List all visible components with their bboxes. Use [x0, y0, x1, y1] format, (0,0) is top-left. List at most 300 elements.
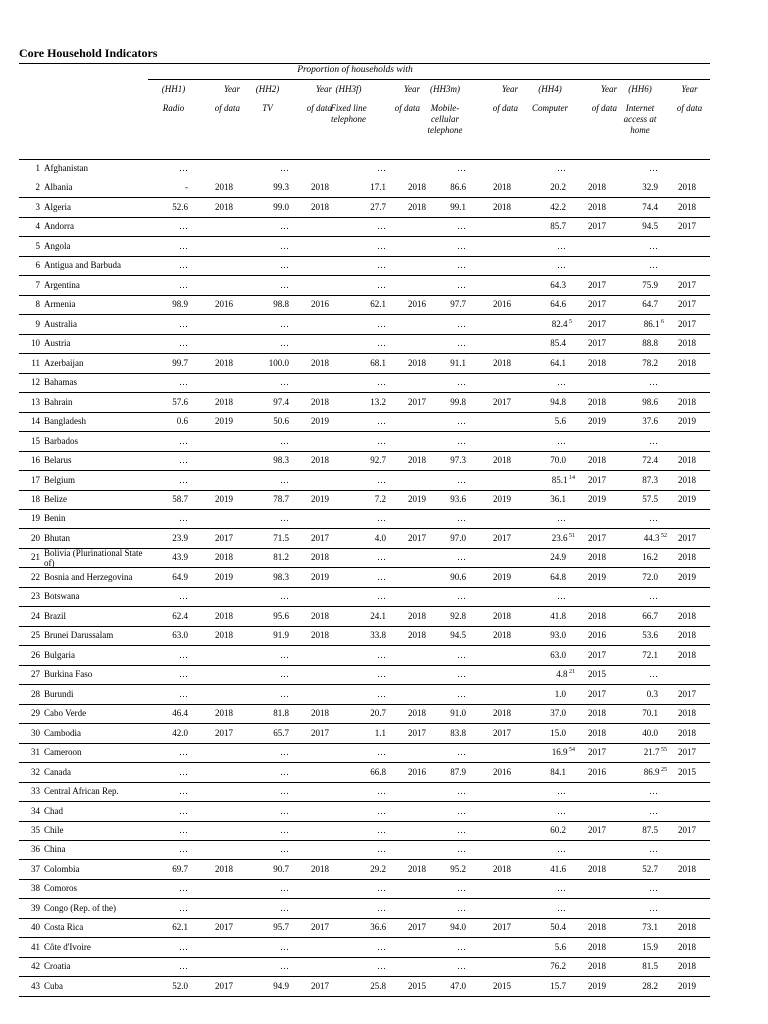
row-number: 8	[35, 299, 40, 310]
table-row	[19, 472, 710, 491]
table-row	[19, 530, 710, 549]
table-row	[19, 783, 710, 802]
cell-value: 90.7	[273, 863, 289, 874]
cell-value: 2017	[588, 688, 606, 699]
cell-value: 4.8 $^{21}$	[556, 669, 575, 680]
cell-value: 2017	[311, 922, 329, 933]
cell-value: …	[457, 941, 466, 952]
cell-value: …	[179, 766, 188, 777]
cell-value: …	[377, 961, 386, 972]
cell-value: 2017	[588, 338, 606, 349]
cell-value: 2018	[311, 396, 329, 407]
table-row	[19, 433, 710, 452]
cell-value: 0.6	[176, 416, 188, 427]
country-name: Congo (Rep. of the)	[44, 902, 116, 913]
cell-value: 24.9	[550, 552, 566, 563]
cell-value: …	[377, 649, 386, 660]
cell-value: 94.8	[550, 396, 566, 407]
cell-value: 63.0	[550, 649, 566, 660]
row-number: 11	[31, 357, 40, 368]
cell-value: …	[280, 883, 289, 894]
cell-value: 62.1	[370, 299, 386, 310]
table-row	[19, 218, 710, 237]
cell-value: 97.4	[273, 396, 289, 407]
table-row	[19, 666, 710, 685]
cell-value: …	[649, 902, 658, 913]
cell-value: 2018	[588, 941, 606, 952]
cell-value: …	[557, 902, 566, 913]
cell-value: 5.6	[554, 941, 566, 952]
cell-value: …	[179, 318, 188, 329]
cell-value: …	[557, 435, 566, 446]
cell-value: …	[280, 240, 289, 251]
cell-value: …	[457, 805, 466, 816]
cell-value: 2017	[678, 532, 696, 543]
row-number: 3	[35, 201, 40, 212]
cell-value: 52.6	[172, 201, 188, 212]
column-code: (HH3f)	[335, 84, 362, 94]
cell-value: 2017	[588, 318, 606, 329]
cell-value: 42.0	[172, 727, 188, 738]
cell-value: 64.7	[642, 299, 658, 310]
cell-value: …	[649, 513, 658, 524]
cell-value: 84.1	[550, 766, 566, 777]
cell-value: 70.0	[550, 455, 566, 466]
cell-value: 1.0	[554, 688, 566, 699]
country-name: Brunei Darussalam	[44, 630, 114, 641]
cell-value: 2018	[215, 396, 233, 407]
table-row	[19, 491, 710, 510]
cell-value: 2017	[215, 980, 233, 991]
table-row	[19, 549, 710, 568]
cell-value: 81.8	[273, 708, 289, 719]
table-row	[19, 160, 710, 178]
table-row	[19, 803, 710, 822]
row-number: 41	[31, 941, 40, 952]
cell-value: …	[377, 688, 386, 699]
cell-value: 98.3	[273, 455, 289, 466]
country-name: Azerbaijan	[44, 357, 84, 368]
cell-value: 99.1	[450, 201, 466, 212]
cell-value: 2018	[588, 922, 606, 933]
cell-value: 2018	[215, 182, 233, 193]
cell-value: …	[457, 338, 466, 349]
cell-value: 91.9	[273, 630, 289, 641]
cell-value: 86.9 $^{25}$	[643, 766, 667, 777]
cell-value: …	[179, 688, 188, 699]
table-row	[19, 686, 710, 705]
cell-value: 69.7	[172, 863, 188, 874]
cell-value: …	[280, 435, 289, 446]
cell-value: 23.6 $^{51}$	[551, 532, 575, 543]
column-label: TV	[262, 103, 273, 113]
cell-value: 2017	[588, 474, 606, 485]
cell-value: 85.7	[550, 221, 566, 232]
cell-value: 2019	[678, 571, 696, 582]
cell-value: …	[179, 883, 188, 894]
cell-value: …	[557, 377, 566, 388]
country-name: Afghanistan	[44, 163, 88, 173]
cell-value: 2018	[678, 396, 696, 407]
country-name: Antigua and Barbuda	[44, 260, 121, 271]
row-number: 15	[31, 435, 40, 446]
cell-value: 2018	[408, 708, 426, 719]
cell-value: …	[280, 786, 289, 797]
cell-value: 57.5	[642, 493, 658, 504]
table-row	[19, 335, 710, 354]
cell-value: 64.9	[172, 571, 188, 582]
cell-value: 2018	[678, 338, 696, 349]
cell-value: 2017	[588, 532, 606, 543]
cell-value: 94.0	[450, 922, 466, 933]
cell-value: 20.7	[370, 708, 386, 719]
cell-value: 2018	[678, 357, 696, 368]
cell-value: 2019	[311, 571, 329, 582]
row-number: 7	[35, 279, 40, 290]
cell-value: 99.7	[172, 357, 188, 368]
row-number: 24	[31, 610, 40, 621]
cell-value: 97.0	[450, 532, 466, 543]
table-row	[19, 296, 710, 315]
cell-value: 97.3	[450, 455, 466, 466]
cell-value: 60.2	[550, 824, 566, 835]
cell-value: 94.5	[642, 221, 658, 232]
cell-value: 87.5	[642, 824, 658, 835]
cell-value: …	[649, 805, 658, 816]
cell-value: …	[280, 338, 289, 349]
row-number: 35	[31, 824, 40, 835]
cell-value: 2018	[588, 708, 606, 719]
cell-value: 37.6	[642, 416, 658, 427]
cell-value: 2018	[493, 357, 511, 368]
row-number: 39	[31, 902, 40, 913]
cell-value: …	[649, 377, 658, 388]
table-row	[19, 627, 710, 646]
cell-value: …	[457, 824, 466, 835]
cell-value: …	[280, 961, 289, 972]
cell-value: …	[280, 824, 289, 835]
cell-value: …	[457, 163, 466, 173]
cell-value: 53.6	[642, 630, 658, 641]
cell-value: …	[649, 786, 658, 797]
column-code: (HH1)	[161, 84, 186, 94]
cell-value: 36.1	[550, 493, 566, 504]
cell-value: 2018	[408, 357, 426, 368]
cell-value: …	[557, 805, 566, 816]
row-number: 34	[31, 805, 40, 816]
cell-value: 85.4	[550, 338, 566, 349]
country-name: Bahrain	[44, 396, 73, 407]
cell-value: 2018	[215, 863, 233, 874]
cell-value: 5.6	[554, 416, 566, 427]
country-name: Angola	[44, 240, 71, 251]
table-row	[19, 510, 710, 529]
column-code: (HH6)	[628, 84, 652, 94]
cell-value: 72.0	[642, 571, 658, 582]
cell-value: 86.1 $^6$	[643, 318, 664, 329]
cell-value: 98.8	[273, 299, 289, 310]
cell-value: …	[557, 163, 566, 173]
cell-value: 93.6	[450, 493, 466, 504]
cell-value: …	[179, 591, 188, 602]
cell-value: …	[179, 338, 188, 349]
cell-value: 2015	[493, 980, 511, 991]
cell-value: 2015	[408, 980, 426, 991]
row-number: 23	[31, 591, 40, 602]
cell-value: 58.7	[172, 493, 188, 504]
cell-value: 2019	[678, 980, 696, 991]
cell-value: 52.7	[642, 863, 658, 874]
row-number: 37	[31, 863, 40, 874]
cell-value: 2018	[588, 357, 606, 368]
cell-value: 27.7	[370, 201, 386, 212]
footnote-ref: 14	[567, 474, 575, 481]
cell-value: …	[457, 786, 466, 797]
cell-value: 15.0	[550, 727, 566, 738]
cell-value: 2018	[588, 610, 606, 621]
cell-value: …	[457, 260, 466, 271]
column-code: (HH2)	[255, 84, 280, 94]
cell-value: 2018	[678, 455, 696, 466]
cell-value: 16.9 $^{54}$	[551, 747, 575, 758]
cell-value: …	[457, 279, 466, 290]
footnote-ref: 54	[567, 747, 575, 754]
row-number: 43	[31, 980, 40, 991]
country-name: Costa Rica	[44, 922, 84, 933]
cell-value: …	[280, 688, 289, 699]
cell-value: -	[185, 182, 188, 193]
cell-value: …	[377, 513, 386, 524]
country-name: Burundi	[44, 688, 74, 699]
column-header-1	[196, 84, 240, 114]
cell-value: 2017	[588, 279, 606, 290]
table-row	[19, 647, 710, 666]
table-row	[19, 919, 710, 938]
row-number: 42	[31, 961, 40, 972]
footnote-ref: 51	[567, 532, 575, 539]
cell-value: 2018	[215, 610, 233, 621]
row-number: 25	[31, 630, 40, 641]
row-number: 10	[31, 338, 40, 349]
cell-value: 2018	[588, 863, 606, 874]
cell-value: 2019	[493, 571, 511, 582]
table-row	[19, 199, 710, 218]
cell-value: 2016	[408, 299, 426, 310]
cell-value: 99.3	[273, 182, 289, 193]
cell-value: 2017	[588, 824, 606, 835]
cell-value: 99.0	[273, 201, 289, 212]
cell-value: 93.0	[550, 630, 566, 641]
cell-value: 78.7	[273, 493, 289, 504]
column-header-4	[325, 84, 372, 125]
cell-value: …	[457, 883, 466, 894]
cell-value: …	[179, 747, 188, 758]
cell-value: 2018	[311, 863, 329, 874]
cell-value: …	[179, 902, 188, 913]
country-name: Belize	[44, 493, 67, 504]
cell-value: 2017	[588, 649, 606, 660]
cell-value: 2017	[215, 532, 233, 543]
cell-value: 2016	[408, 766, 426, 777]
cell-value: 82.4 $^5$	[551, 318, 572, 329]
cell-value: 23.9	[172, 532, 188, 543]
cell-value: 87.9	[450, 766, 466, 777]
cell-value: …	[557, 591, 566, 602]
cell-value: 78.2	[642, 357, 658, 368]
cell-value: …	[280, 747, 289, 758]
cell-value: …	[179, 513, 188, 524]
cell-value: 2016	[311, 299, 329, 310]
cell-value: 28.2	[642, 980, 658, 991]
cell-value: …	[457, 435, 466, 446]
cell-value: 2017	[588, 221, 606, 232]
footnote-ref: 6	[659, 318, 664, 325]
cell-value: 97.7	[450, 299, 466, 310]
cell-value: 2018	[678, 474, 696, 485]
cell-value: 2018	[311, 455, 329, 466]
table-row	[19, 958, 710, 977]
table-row	[19, 900, 710, 919]
cell-value: 2016	[215, 299, 233, 310]
cell-value: 2019	[588, 493, 606, 504]
cell-value: 50.4	[550, 922, 566, 933]
cell-value: 2018	[493, 201, 511, 212]
cell-value: 2019	[678, 416, 696, 427]
row-number: 17	[31, 474, 40, 485]
column-code: Year	[600, 84, 617, 94]
country-name: Bahamas	[44, 377, 77, 388]
country-name: Colombia	[44, 863, 80, 874]
cell-value: 2018	[678, 610, 696, 621]
cell-value: 13.2	[370, 396, 386, 407]
cell-value: 71.5	[273, 532, 289, 543]
cell-value: …	[377, 474, 386, 485]
cell-value: 40.0	[642, 727, 658, 738]
row-number: 30	[31, 727, 40, 738]
column-header-6	[420, 84, 470, 136]
country-name: Cuba	[44, 980, 63, 991]
cell-value: …	[377, 221, 386, 232]
cell-value: 64.1	[550, 357, 566, 368]
cell-value: 2018	[311, 201, 329, 212]
cell-value: 2018	[311, 182, 329, 193]
cell-value: 2018	[311, 708, 329, 719]
cell-value: 98.9	[172, 299, 188, 310]
country-name: Burkina Faso	[44, 669, 93, 680]
cell-value: …	[179, 941, 188, 952]
country-name: Albania	[44, 182, 73, 193]
cell-value: …	[377, 163, 386, 173]
column-label: of data	[676, 103, 703, 113]
cell-value: …	[649, 591, 658, 602]
cell-value: 2018	[311, 552, 329, 563]
cell-value: …	[280, 260, 289, 271]
cell-value: …	[457, 747, 466, 758]
cell-value: 2018	[408, 630, 426, 641]
column-label: Computer	[532, 103, 568, 113]
cell-value: 33.8	[370, 630, 386, 641]
cell-value: 2018	[588, 396, 606, 407]
cell-value: 37.0	[550, 708, 566, 719]
cell-value: 2015	[678, 766, 696, 777]
cell-value: 2017	[408, 532, 426, 543]
cell-value: …	[179, 279, 188, 290]
cell-value: 75.9	[642, 279, 658, 290]
cell-value: …	[649, 844, 658, 855]
cell-value: 2018	[588, 727, 606, 738]
cell-value: 95.7	[273, 922, 289, 933]
row-number: 1	[35, 163, 40, 173]
cell-value: …	[179, 260, 188, 271]
cell-value: …	[557, 513, 566, 524]
cell-value: …	[649, 883, 658, 894]
cell-value: 65.7	[273, 727, 289, 738]
table-row	[19, 316, 710, 335]
table-row	[19, 978, 710, 997]
cell-value: 2017	[408, 727, 426, 738]
column-label: of data	[394, 103, 420, 113]
cell-value: 2018	[678, 708, 696, 719]
cell-value: 2019	[588, 571, 606, 582]
cell-value: 41.6	[550, 863, 566, 874]
cell-value: 50.6	[273, 416, 289, 427]
footnote-ref: 25	[659, 766, 667, 773]
cell-value: 2018	[678, 727, 696, 738]
table-row	[19, 608, 710, 627]
cell-value: …	[377, 941, 386, 952]
cell-value: 2018	[215, 357, 233, 368]
cell-value: 100.0	[268, 357, 289, 368]
cell-value: …	[179, 163, 188, 173]
cell-value: 64.6	[550, 299, 566, 310]
cell-value: 2019	[588, 980, 606, 991]
cell-value: 88.8	[642, 338, 658, 349]
cell-value: 81.2	[273, 552, 289, 563]
cell-value: 46.4	[172, 708, 188, 719]
cell-value: …	[179, 435, 188, 446]
table-row	[19, 744, 710, 763]
cell-value: 2017	[311, 727, 329, 738]
cell-value: 2017	[311, 980, 329, 991]
page-title: Core Household Indicators	[19, 46, 158, 60]
column-code: Year	[315, 84, 332, 94]
span-header-label: Proportion of households with	[297, 65, 413, 75]
cell-value: …	[457, 591, 466, 602]
cell-value: 2017	[678, 318, 696, 329]
column-code: Year	[681, 84, 698, 94]
cell-value: …	[457, 318, 466, 329]
table-row	[19, 238, 710, 257]
country-name: Bangladesh	[44, 416, 86, 427]
column-header-10	[617, 84, 663, 136]
country-name: Bosnia and Herzegovina	[44, 571, 133, 582]
cell-value: 2018	[493, 863, 511, 874]
cell-value: 2018	[493, 630, 511, 641]
cell-value: 62.1	[172, 922, 188, 933]
cell-value: 2018	[588, 552, 606, 563]
cell-value: 2018	[408, 455, 426, 466]
footnote-ref: 52	[659, 532, 667, 539]
cell-value: 2018	[678, 630, 696, 641]
column-label: Radio	[162, 103, 185, 113]
row-number: 33	[31, 786, 40, 797]
cell-value: 2019	[678, 493, 696, 504]
cell-value: 2018	[678, 961, 696, 972]
country-name: China	[44, 844, 66, 855]
cell-value: 2016	[493, 299, 511, 310]
cell-value: 16.2	[642, 552, 658, 563]
table-row	[19, 277, 710, 296]
